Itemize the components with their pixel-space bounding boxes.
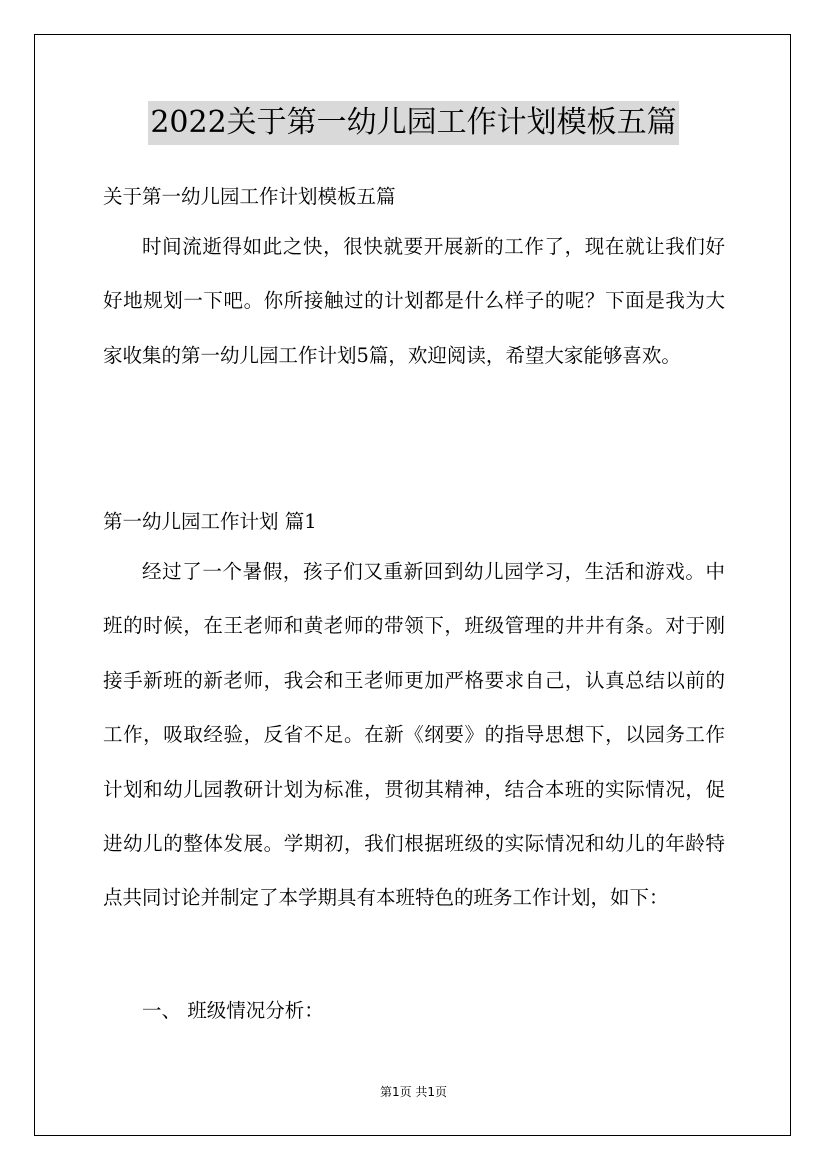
subheading: 一、 班级情况分析： bbox=[142, 999, 324, 1022]
intro-paragraph: 时间流逝得如此之快，很快就要开展新的工作了，现在就让我们好好地规划一下吧。你所接触过的计划都是什么样子的呢？下面是我为大家收集的第一幼儿园工作计划5篇，欢迎阅读，希望大家能够喜欢。 bbox=[103, 235, 725, 367]
page-footer: 第1页 共1页 bbox=[379, 1085, 448, 1099]
section-heading: 第一幼儿园工作计划 篇1 bbox=[103, 510, 317, 533]
section-body-paragraph: 经过了一个暑假，孩子们又重新回到幼儿园学习，生活和游戏。中班的时候，在王老师和黄老师的带领下，班级管理的井井有条。对于刚接手新班的新老师，我会和王老师更加严格要求自己，认真总结以前的工作，吸取经验，反省不足。在新《纲要》的指导思想下，以园务工作计划和幼儿园教研计划为标准，贯彻其精神，结合本班的实际情况，促进幼儿的整体发展。学期初，我们根据班级的实际情况和幼儿的年龄特点共同讨论并制定了本学期具有本班特色的班务工作计划，如下： bbox=[103, 560, 725, 910]
document-subtitle: 关于第一幼儿园工作计划模板五篇 bbox=[103, 185, 396, 208]
document-title: 2022关于第一幼儿园工作计划模板五篇 bbox=[148, 101, 678, 145]
title-container bbox=[0, 101, 827, 145]
